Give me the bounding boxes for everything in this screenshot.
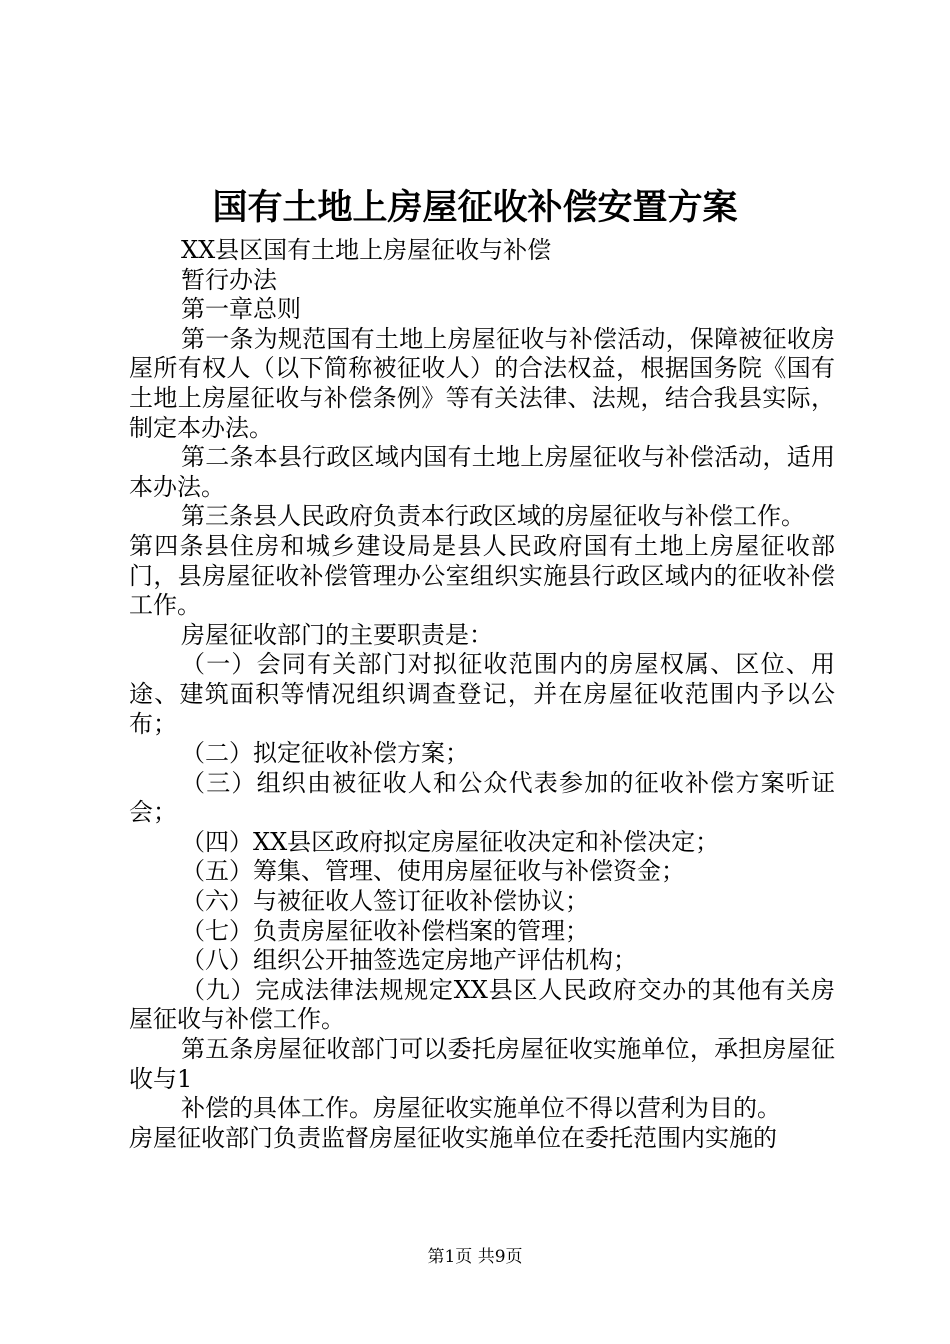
duty-item-3: （三）组织由被征收人和公众代表参加的征收补偿方案听证会； xyxy=(129,768,835,827)
duty-item-7: （七）负责房屋征收补偿档案的管理； xyxy=(181,916,589,945)
article-1: 第一条为规范国有土地上房屋征收与补偿活动，保障被征收房屋所有权人（以下简称被征收人）的合法权益，根据国务院《国有土地上房屋征收与补偿条例》等有关法律、法规，结合我县实际，制定本办法。 xyxy=(129,324,835,442)
duty-item-2: （二）拟定征收补偿方案； xyxy=(181,739,469,768)
duties-intro: 房屋征收部门的主要职责是： xyxy=(181,620,493,649)
article-3: 第三条县人民政府负责本行政区域的房屋征收与补偿工作。 xyxy=(181,502,805,531)
duty-item-8: （八）组织公开抽签选定房地产评估机构； xyxy=(181,946,637,975)
article-5: 第五条房屋征收部门可以委托房屋征收实施单位，承担房屋征收与1 xyxy=(129,1035,835,1093)
document-title: 国有土地上房屋征收补偿安置方案 xyxy=(212,187,738,228)
duty-item-4: （四）XX县区政府拟定房屋征收决定和补偿决定； xyxy=(181,827,720,856)
article-2: 第二条本县行政区域内国有土地上房屋征收与补偿活动，适用本办法。 xyxy=(129,443,835,501)
duty-item-9: （九）完成法律法规规定XX县区人民政府交办的其他有关房屋征收与补偿工作。 xyxy=(129,975,835,1034)
document-body xyxy=(129,236,835,1153)
supervision-paragraph: 房屋征收部门负责监督房屋征收实施单位在委托范围内实施的 xyxy=(129,1123,777,1152)
duty-item-6: （六）与被征收人签订征收补偿协议； xyxy=(181,887,589,916)
page-number: 第1页 共9页 xyxy=(427,1247,523,1267)
chapter-heading: 第一章总则 xyxy=(181,295,301,324)
paragraph-subtitle-line1: XX县区国有土地上房屋征收与补偿 xyxy=(181,236,552,264)
duty-item-5: （五）筹集、管理、使用房屋征收与补偿资金； xyxy=(181,857,685,886)
article-5-continued: 补偿的具体工作。房屋征收实施单位不得以营利为目的。 xyxy=(181,1094,781,1123)
article-4: 第四条县住房和城乡建设局是县人民政府国有土地上房屋征收部门，县房屋征收补偿管理办公室组织实施县行政区域内的征收补偿工作。 xyxy=(129,531,835,620)
duty-item-1: （一）会同有关部门对拟征收范围内的房屋权属、区位、用途、建筑面积等情况组织调查登记，并在房屋征收范围内予以公布； xyxy=(129,650,835,738)
paragraph-subtitle-line2: 暂行办法 xyxy=(181,265,277,294)
